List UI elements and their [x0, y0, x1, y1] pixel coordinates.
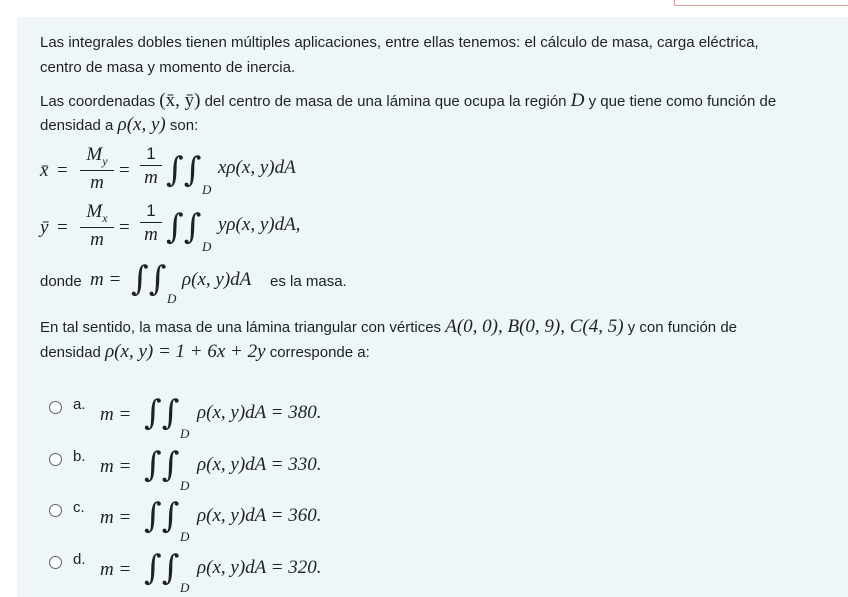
Mx-symbol: M: [86, 201, 103, 222]
dens-pre: densidad a: [40, 117, 114, 134]
My-symbol: M: [86, 144, 103, 165]
problem-line: [40, 316, 737, 339]
m-equals: m =: [100, 456, 132, 477]
region-subscript: D: [180, 478, 190, 493]
xbar-symbol: x̄: [40, 160, 49, 181]
top-box-edge: [674, 0, 848, 6]
option-d-letter: d.: [73, 551, 86, 568]
m-denominator: m: [90, 228, 104, 250]
m-denominator: m: [144, 224, 158, 245]
m-equals: m =: [100, 507, 132, 528]
integrand-x: xρ(x, y)dA: [218, 157, 296, 178]
option-a-letter: a.: [73, 396, 86, 413]
xbar-pair: (x̄, ȳ): [159, 90, 201, 111]
option-a-value: ρ(x, y)dA = 380.: [197, 402, 322, 423]
problem-line-2: [40, 341, 370, 364]
one-over-m: [140, 144, 162, 189]
double-integral-symbol: ∫∫: [144, 393, 180, 433]
Mx-sub: x: [102, 210, 108, 225]
region-subscript: D: [180, 580, 190, 595]
equals: =: [119, 217, 130, 238]
radio-option-c[interactable]: [49, 504, 62, 517]
double-integral-symbol: ∫∫: [131, 259, 167, 299]
region-subscript: D: [202, 239, 212, 254]
radio-option-a[interactable]: [49, 401, 62, 414]
region-subscript: D: [167, 291, 177, 306]
density-function: ρ(x, y) = 1 + 6x + 2y: [105, 341, 266, 362]
option-d-value: ρ(x, y)dA = 320.: [197, 557, 322, 578]
option-c-letter: c.: [73, 499, 85, 516]
rho-expr: ρ(x, y): [117, 114, 166, 135]
integrand-y: yρ(x, y)dA,: [218, 214, 301, 235]
Mx-over-m: [80, 201, 114, 251]
double-integral-symbol: ∫∫: [144, 548, 180, 588]
problem-text: En tal sentido, la masa de una lámina triangular con vértices: [40, 319, 442, 336]
one: 1: [146, 201, 156, 220]
region-subscript: D: [202, 182, 212, 197]
vertices: A(0, 0), B(0, 9), C(4, 5): [445, 316, 624, 337]
region-subscript: D: [180, 529, 190, 544]
m-denominator: m: [144, 167, 158, 188]
m-denominator: m: [90, 171, 104, 193]
m-equals: m =: [90, 269, 122, 290]
coords-mid: del centro de masa de una lámina que ocupa la región: [204, 93, 567, 110]
where-post: es la masa.: [270, 273, 347, 290]
double-integral-symbol: ∫∫: [144, 445, 180, 485]
option-c-value: ρ(x, y)dA = 360.: [197, 505, 322, 526]
equals: =: [57, 217, 68, 238]
option-b-letter: b.: [73, 448, 86, 465]
problem2-pre: densidad: [40, 344, 101, 361]
double-integral-symbol: ∫∫: [166, 207, 202, 247]
problem-post: y con función de: [627, 319, 738, 336]
intro-text-2: centro de masa y momento de inercia.: [40, 59, 296, 76]
one-over-m: [140, 201, 162, 246]
radio-option-b[interactable]: [49, 453, 62, 466]
coords-post: y que tiene como función de: [588, 93, 777, 110]
ybar-symbol: ȳ: [40, 217, 49, 238]
double-integral-symbol: ∫∫: [144, 496, 180, 536]
m-equals: m =: [100, 404, 132, 425]
My-sub: y: [102, 153, 108, 168]
dens-post: son:: [169, 117, 199, 134]
equals: =: [57, 160, 68, 181]
equals: =: [119, 160, 130, 181]
My-over-m: [80, 144, 114, 194]
density-line: [40, 114, 198, 137]
intro-text: Las integrales dobles tienen múltiples aplicaciones, entre ellas tenemos: el cálculo de masa, carga eléctrica,: [40, 34, 759, 51]
problem2-post: corresponde a:: [269, 344, 370, 361]
double-integral-symbol: ∫∫: [166, 150, 202, 190]
region-subscript: D: [180, 426, 190, 441]
integrand-m: ρ(x, y)dA: [182, 269, 252, 290]
m-equals: m =: [100, 559, 132, 580]
coords-pre: Las coordenadas: [40, 93, 156, 110]
region-symbol: D: [570, 90, 585, 111]
radio-option-d[interactable]: [49, 556, 62, 569]
where-pre: donde: [40, 273, 82, 290]
option-b-value: ρ(x, y)dA = 330.: [197, 454, 322, 475]
coords-line: [40, 90, 776, 113]
one: 1: [146, 144, 156, 163]
